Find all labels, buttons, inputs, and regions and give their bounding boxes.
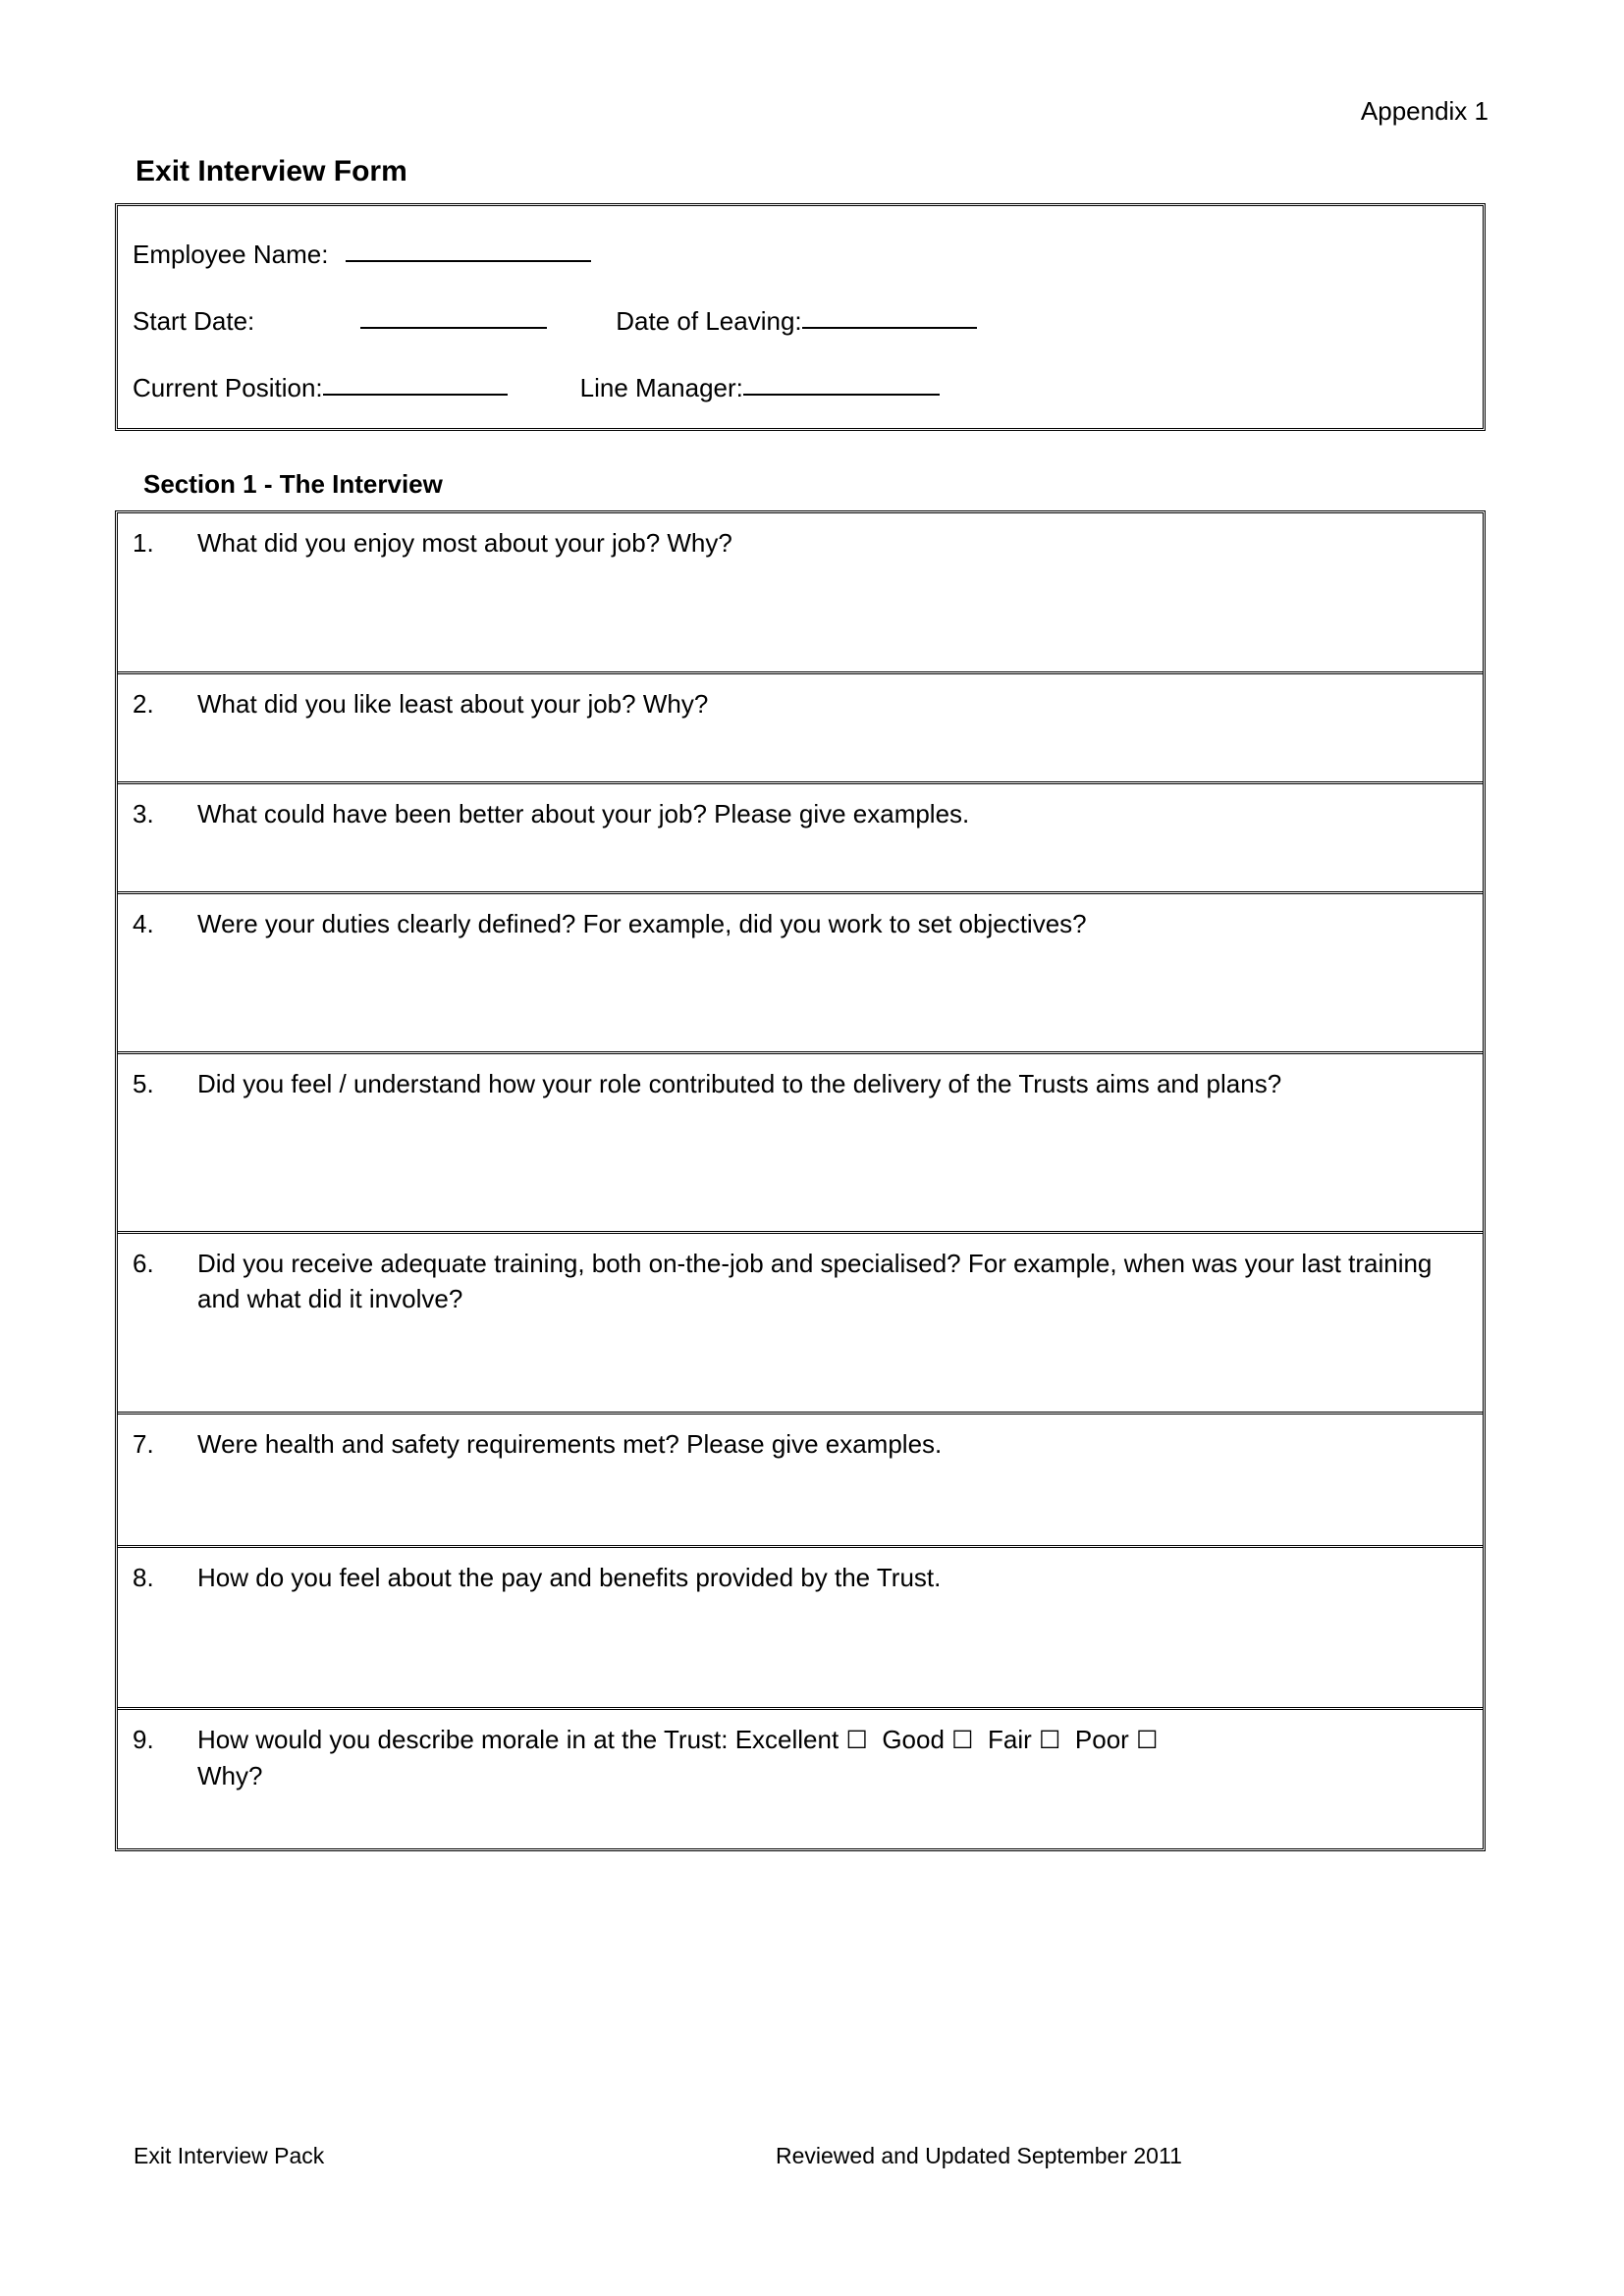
- start-date-row: [133, 305, 1473, 337]
- table-row: [118, 1415, 1483, 1548]
- table-row: [118, 1710, 1483, 1848]
- question-number: 1.: [133, 528, 154, 558]
- table-row: [118, 1054, 1483, 1234]
- line-manager-label: Line Manager:: [579, 373, 743, 402]
- appendix-label: Appendix 1: [1360, 96, 1489, 126]
- page-title: Exit Interview Form: [135, 155, 407, 187]
- interview-questions-table: [115, 510, 1486, 1851]
- checkbox-unchecked-icon-fair[interactable]: ☐: [1039, 1726, 1061, 1754]
- start-date-input[interactable]: [360, 305, 547, 329]
- line-manager-input[interactable]: [743, 372, 940, 396]
- question-number: 6.: [133, 1249, 154, 1278]
- morale-option-excellent-label: Excellent: [734, 1725, 839, 1754]
- checkbox-unchecked-icon-good[interactable]: ☐: [951, 1726, 974, 1754]
- table-row: [118, 1234, 1483, 1415]
- table-row: [118, 1548, 1483, 1710]
- date-of-leaving-label: Date of Leaving:: [616, 306, 802, 336]
- answer-area[interactable]: [118, 941, 1483, 1040]
- employee-details-box: [115, 203, 1486, 431]
- answer-area[interactable]: [118, 1101, 1483, 1190]
- morale-option-good-label: Good: [882, 1725, 945, 1754]
- question-text: How do you feel about the pay and benefits provided by the Trust.: [197, 1563, 942, 1592]
- employee-name-label: Employee Name:: [133, 240, 329, 269]
- question-number: 7.: [133, 1429, 154, 1459]
- current-position-input[interactable]: [323, 372, 508, 396]
- question-number: 3.: [133, 799, 154, 828]
- answer-area[interactable]: [118, 561, 1483, 659]
- question-text: Were health and safety requirements met? Please give examples.: [197, 1429, 943, 1459]
- current-position-label: Current Position:: [133, 373, 323, 402]
- question-text: Did you feel / understand how your role contributed to the delivery of the Trusts aims and plans?: [197, 1069, 1282, 1098]
- question-text: How would you describe morale in at the Trust:: [197, 1725, 735, 1754]
- checkbox-unchecked-icon-excellent[interactable]: ☐: [845, 1726, 868, 1754]
- answer-area[interactable]: [118, 1316, 1483, 1405]
- question-number: 8.: [133, 1563, 154, 1592]
- table-row: [118, 784, 1483, 894]
- question-text: Were your duties clearly defined? For example, did you work to set objectives?: [197, 909, 1087, 938]
- table-row: [118, 674, 1483, 784]
- question-number: 2.: [133, 689, 154, 719]
- question-number: 5.: [133, 1069, 154, 1098]
- footer-right-text: Reviewed and Updated September 2011: [776, 2143, 1182, 2168]
- question-text-morale: [197, 1722, 1461, 1793]
- checkbox-unchecked-icon-poor[interactable]: ☐: [1136, 1726, 1159, 1754]
- answer-area[interactable]: [118, 721, 1483, 771]
- answer-area[interactable]: [118, 1595, 1483, 1693]
- table-row: [118, 894, 1483, 1054]
- morale-option-poor-label: Poor: [1074, 1725, 1129, 1754]
- section-heading: Section 1 - The Interview: [143, 469, 443, 499]
- question-text: Did you receive adequate training, both on-the-job and specialised? For example, when was your last training and what did it involve?: [197, 1249, 1433, 1313]
- question-text: What could have been better about your job? Please give examples.: [197, 799, 970, 828]
- start-date-label: Start Date:: [133, 306, 255, 336]
- answer-area[interactable]: [118, 831, 1483, 881]
- footer-left-text: Exit Interview Pack: [134, 2143, 325, 2168]
- morale-option-fair-label: Fair: [988, 1725, 1032, 1754]
- question-number: 4.: [133, 909, 154, 938]
- employee-name-input[interactable]: [346, 239, 591, 262]
- answer-area[interactable]: [118, 1793, 1483, 1842]
- employee-name-row: [133, 239, 1473, 270]
- answer-area[interactable]: [118, 1462, 1483, 1534]
- current-position-row: [133, 372, 1473, 403]
- question-text: What did you enjoy most about your job? Why?: [197, 528, 732, 558]
- question-text: What did you like least about your job? Why?: [197, 689, 709, 719]
- table-row: [118, 513, 1483, 674]
- question-text-why: Why?: [197, 1761, 263, 1790]
- date-of-leaving-input[interactable]: [802, 305, 977, 329]
- question-number: 9.: [133, 1725, 154, 1754]
